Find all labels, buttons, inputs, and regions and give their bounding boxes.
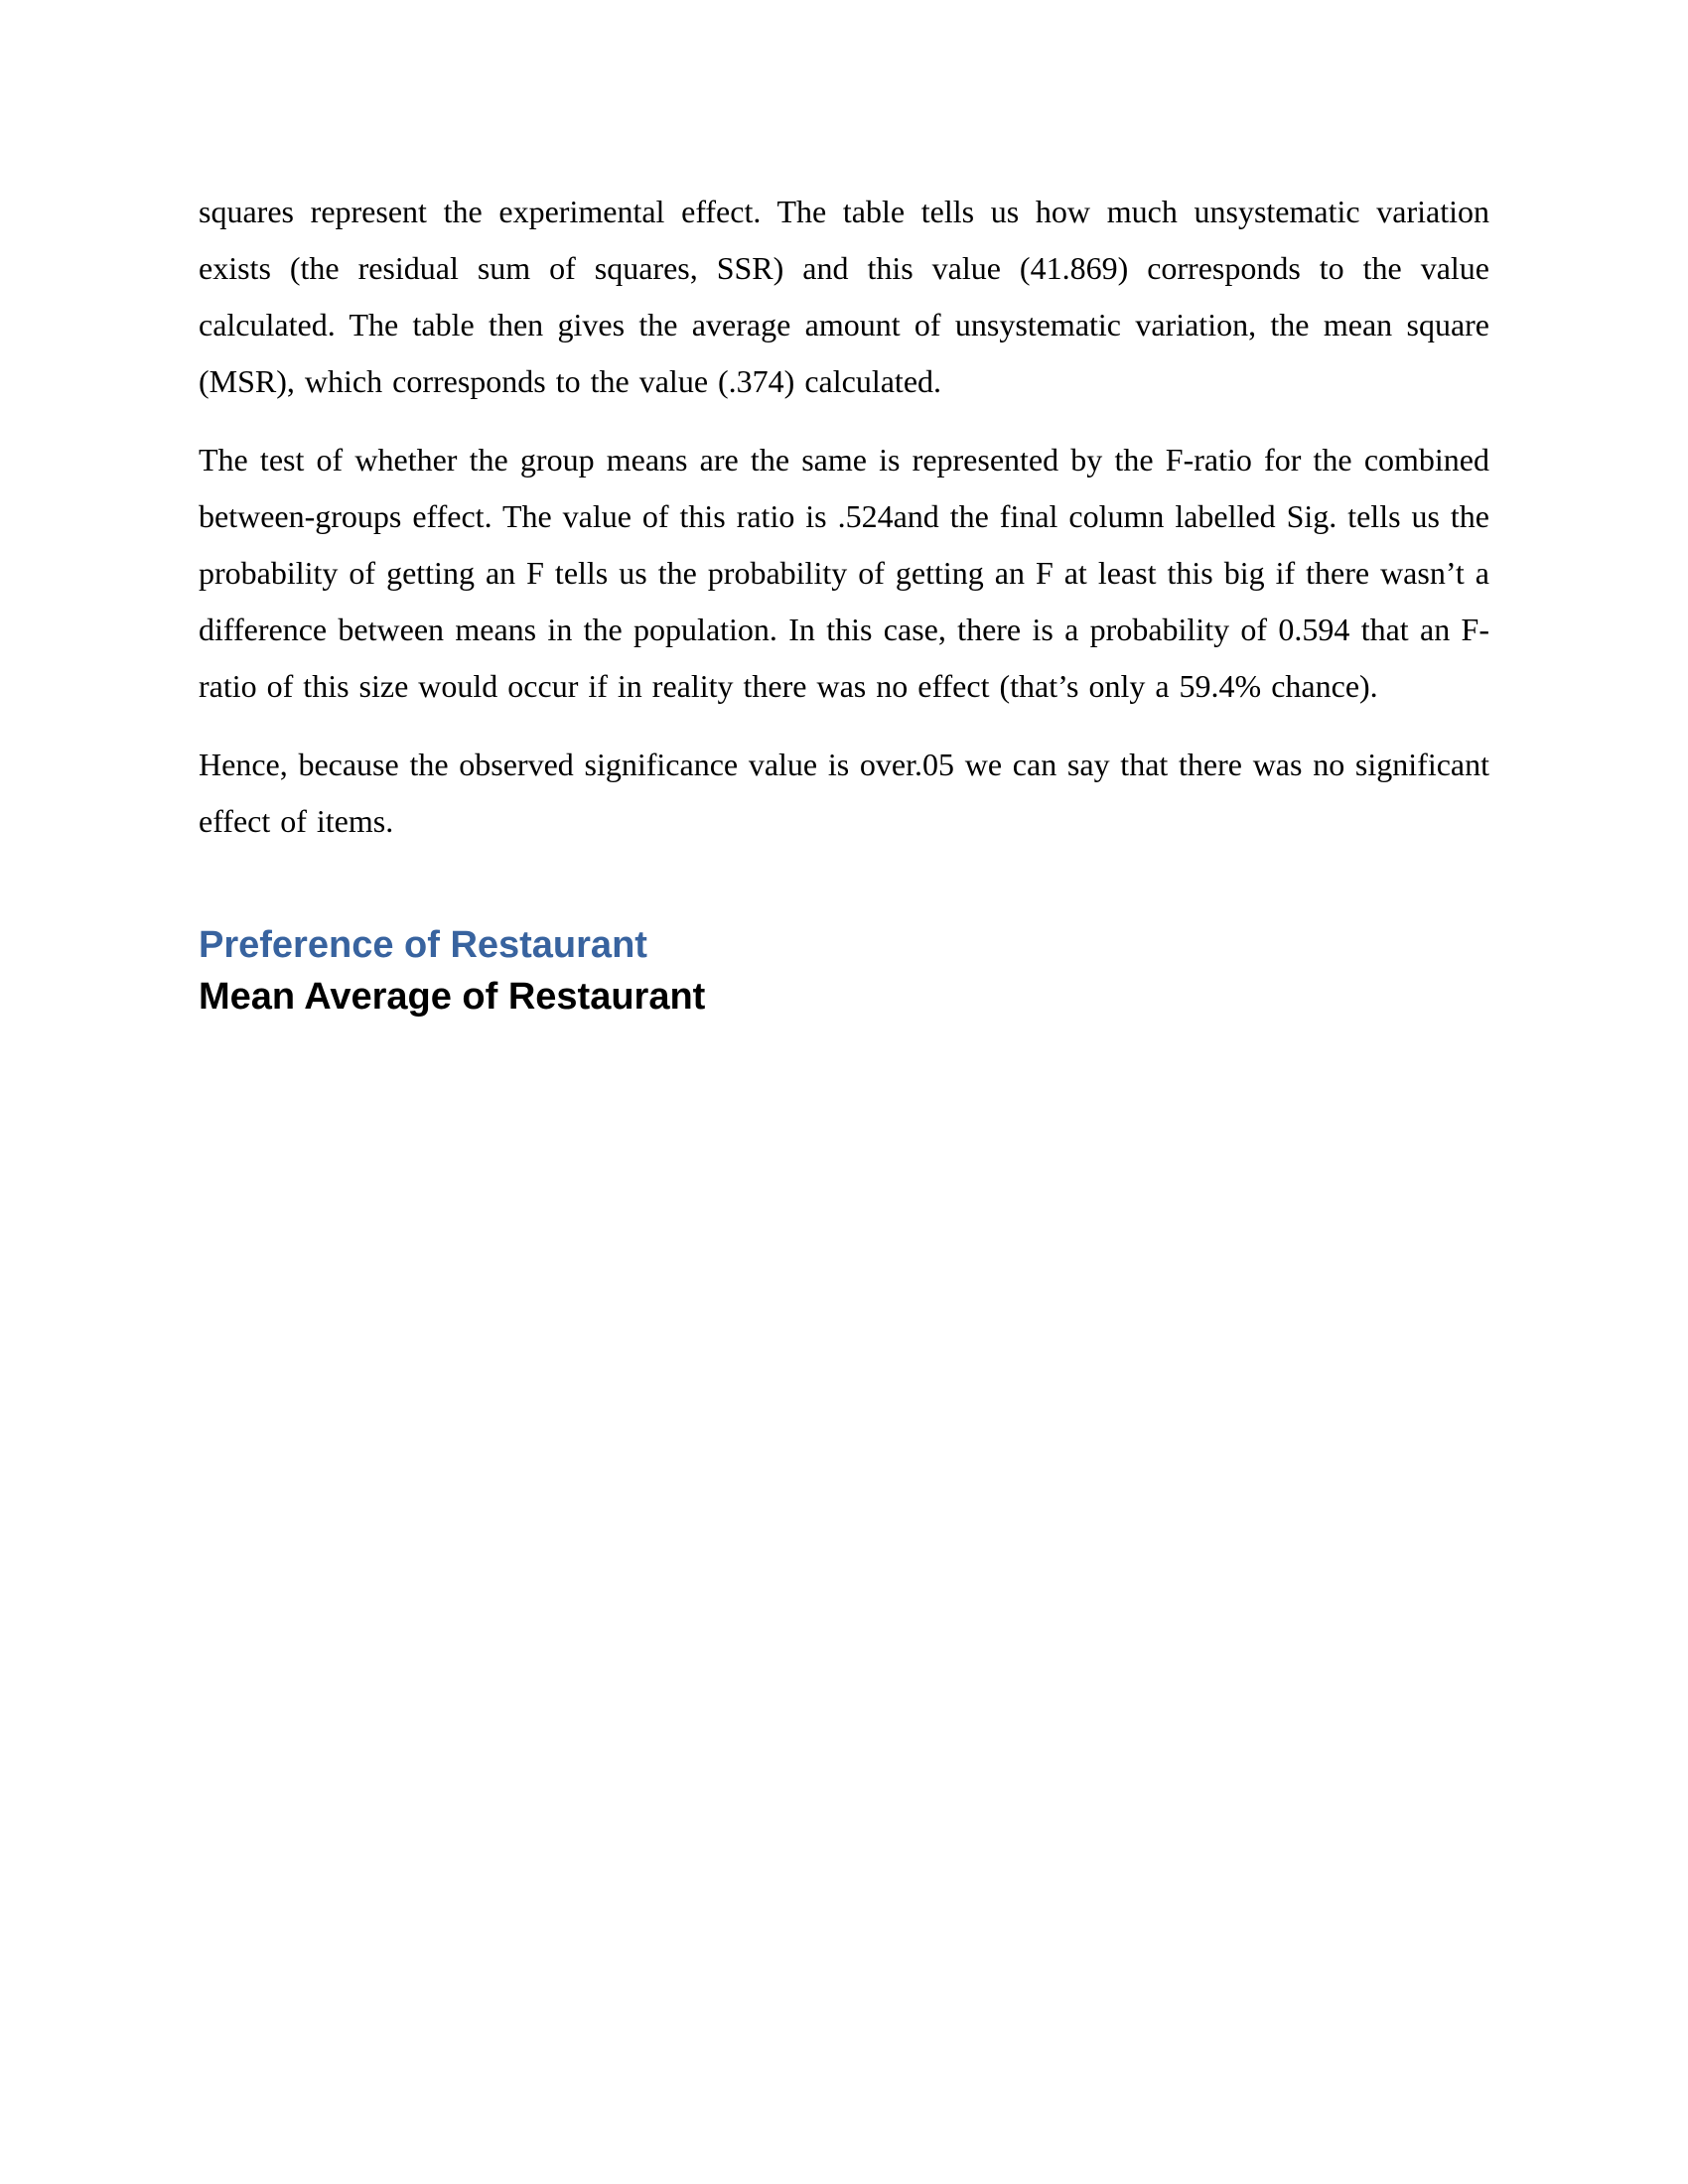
document-content <box>199 184 1489 1023</box>
section-heading-preference-of-restaurant: Preference of Restaurant <box>199 924 647 966</box>
heading-group <box>199 919 1489 1023</box>
paragraph-significance-conclusion: Hence, because the observed significance value is over.05 we can say that there was no significant effect of items. <box>199 747 1489 839</box>
paragraph-f-ratio-explanation: The test of whether the group means are the same is represented by the F-ratio for the combined between-groups effect. The value of this ratio is .524and the final column labelled Sig. tells us the probability of getting an F tells us the probability of getting an F at least this big if there wasn’t a difference between means in the population. In this case, there is a probability of 0.594 that an F-ratio of this size would occur if in reality there was no effect (that’s only a 59.4% chance). <box>199 442 1489 704</box>
subsection-heading-mean-average-of-restaurant: Mean Average of Restaurant <box>199 976 706 1018</box>
paragraph-anova-table-explanation: squares represent the experimental effect. The table tells us how much unsystematic variation exists (the residual sum of squares, SSR) and this value (41.869) corresponds to the value calculated. The table then gives the average amount of unsystematic variation, the mean square (MSR), which corresponds to the value (.374) calculated. <box>199 194 1489 399</box>
